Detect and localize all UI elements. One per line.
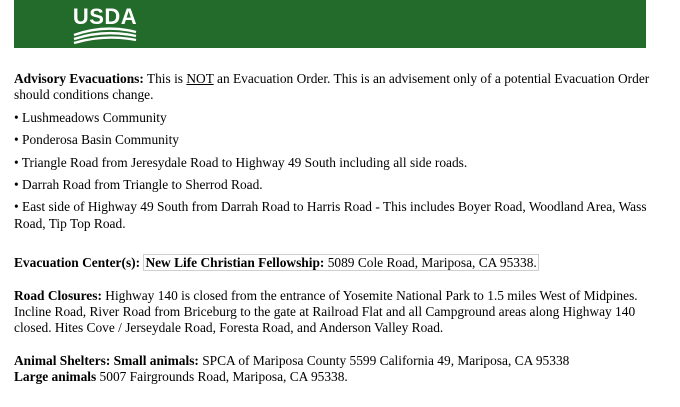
advisory-item: • Darrah Road from Triangle to Sherrod Road.: [14, 177, 263, 193]
usda-logo-swoosh-icon: [72, 26, 138, 44]
road-closures-paragraph: [14, 288, 654, 337]
usda-logo[interactable]: [72, 6, 138, 44]
evac-center-box: [143, 254, 538, 271]
advisory-document: [14, 71, 654, 386]
animal-shelters-small: [14, 353, 654, 369]
advisory-item: • East side of Highway 49 South from Darrah Road to Harris Road - This includes Boyer Road, Woodland Area, Wass Road, Tip Top Road.: [14, 199, 647, 231]
large-animals-text: 5007 Fairgrounds Road, Mariposa, CA 95338.: [96, 369, 348, 385]
not-emphasis: NOT: [186, 71, 214, 86]
animal-shelters-large: [14, 369, 654, 385]
advisory-text-after: an Evacuation Order. This is an advisement only of a potential Evacuation Order should conditions change.: [14, 71, 650, 103]
usda-header-banner: [14, 0, 646, 48]
advisory-label: Advisory Evacuations:: [14, 71, 144, 86]
advisory-item: • Lushmeadows Community: [14, 109, 167, 125]
advisory-text-before: This is: [143, 71, 187, 86]
road-closures-label: Road Closures:: [14, 287, 102, 303]
small-animals-text: SPCA of Mariposa County 5599 California 49, Mariposa, CA 95338: [198, 352, 570, 368]
advisory-paragraph: [14, 71, 654, 104]
road-closures-text: Highway 140 is closed from the entrance of Yosemite National Park to 1.5 miles West of Midpines. Incline Road, River Road from Briceburg to the gate at Railroad Flat and all Campground areas along Highway 140 closed. Hites Cove / Jerseydale Road, Foresta Road, and Anderson Valley Road.: [14, 287, 638, 336]
evac-center-address: 5089 Cole Road, Mariposa, CA 95338.: [324, 255, 537, 271]
usda-logo-text: USDA: [72, 4, 138, 29]
evac-center-label: Evacuation Center(s):: [14, 255, 141, 271]
evac-center-name: New Life Christian Fellowship:: [145, 255, 325, 271]
advisory-item: • Triangle Road from Jeresydale Road to Highway 49 South including all side roads.: [14, 154, 468, 170]
advisory-item: • Ponderosa Basin Community: [14, 132, 180, 148]
large-animals-label: Large animals: [14, 369, 97, 385]
animal-shelters-label: Animal Shelters: Small animals:: [14, 352, 199, 368]
evacuation-center-paragraph: [14, 255, 654, 271]
